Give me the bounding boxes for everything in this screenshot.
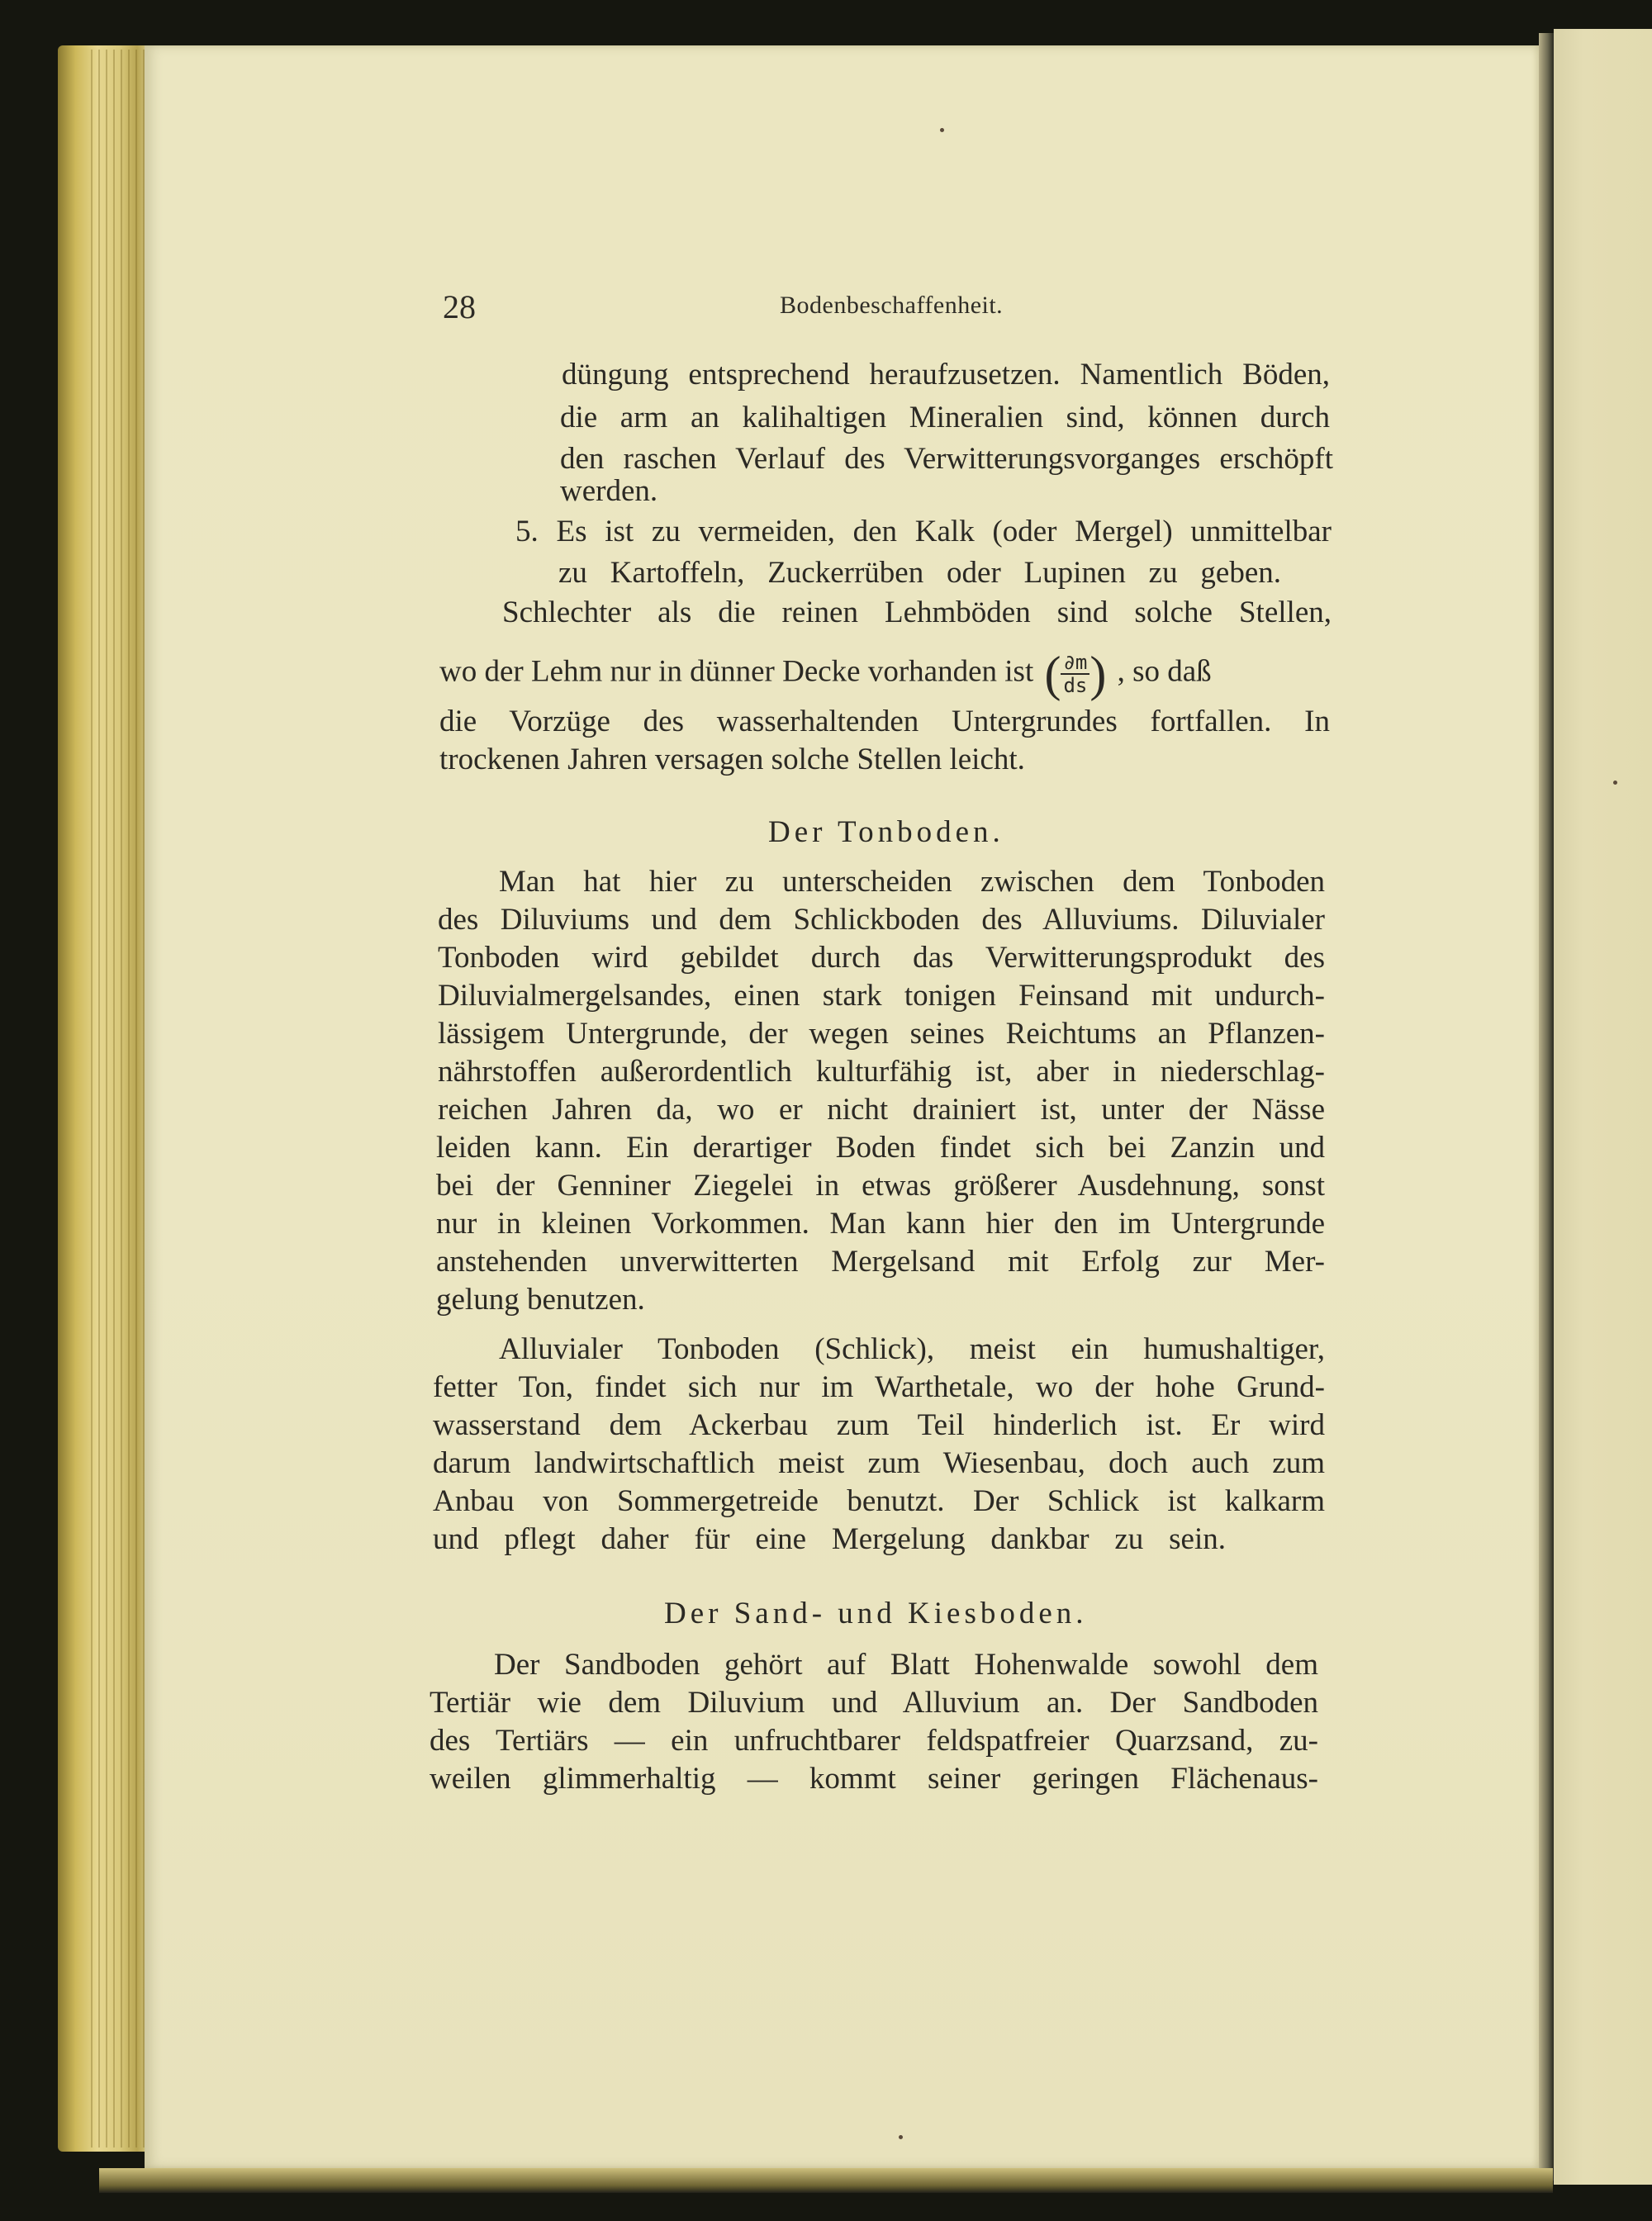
formula-dm-ds — [1044, 649, 1106, 699]
paragraph-line: Tonboden wird gebildet durch das Verwitterungsprodukt des — [438, 941, 1325, 975]
paragraph-line: Der Sandboden gehört auf Blatt Hohenwalde sowohl dem — [494, 1648, 1318, 1682]
text-line: trockenen Jahren versagen solche Stellen leicht. — [439, 743, 1025, 776]
text-line: den raschen Verlauf des Verwitterungsvorganges erschöpft — [560, 442, 1333, 476]
text-fragment: wo der Lehm nur in dünner Decke vorhanden ist — [439, 654, 1034, 689]
paragraph-line: und pflegt daher für eine Mergelung dankbar zu sein. — [433, 1522, 1226, 1556]
page-number: 28 — [443, 288, 476, 325]
book-bottom-edge — [99, 2168, 1553, 2193]
paragraph-line: weilen glimmerhaltig — kommt seiner geringen Flächenaus- — [430, 1762, 1318, 1796]
paper-speck — [1613, 781, 1617, 785]
text-line: 5. Es ist zu vermeiden, den Kalk (oder Mergel) unmittelbar — [515, 515, 1332, 548]
paragraph-line: leiden kann. Ein derartiger Boden findet sich bei Zanzin und — [436, 1131, 1325, 1165]
text-line: die Vorzüge des wasserhaltenden Untergrundes fortfallen. In — [439, 705, 1330, 738]
paper-speck — [940, 128, 944, 132]
formula-fraction — [1061, 652, 1089, 696]
text-line: werden. — [560, 474, 658, 508]
formula-numerator: ∂m — [1061, 652, 1089, 675]
paragraph-line: lässigem Untergrunde, der wegen seines Reichtums an Pflanzen- — [438, 1017, 1325, 1051]
paragraph-line: Diluvialmergelsandes, einen stark tonigen Feinsand mit undurch- — [438, 979, 1325, 1013]
paragraph-line: des Diluviums und dem Schlickboden des Alluviums. Diluvialer — [438, 903, 1325, 937]
paragraph-line: bei der Genniner Ziegelei in etwas größerer Ausdehnung, sonst — [436, 1169, 1325, 1203]
paragraph-line: gelung benutzen. — [436, 1283, 645, 1317]
paragraph-line: Tertiär wie dem Diluvium und Alluvium an. Der Sandboden — [430, 1686, 1318, 1720]
paragraph-line: wasserstand dem Ackerbau zum Teil hinderlich ist. Er wird — [433, 1408, 1325, 1442]
paragraph-line: des Tertiärs — ein unfruchtbarer feldspatfreier Quarzsand, zu- — [430, 1724, 1318, 1758]
section-heading-sandboden: Der Sand- und Kiesboden. — [664, 1597, 1088, 1630]
facing-page — [1554, 29, 1652, 2185]
paragraph-line: reichen Jahren da, wo er nicht drainiert ist, unter der Nässe — [438, 1093, 1325, 1127]
paragraph-line: anstehenden unverwitterten Mergelsand mit Erfolg zur Mer- — [436, 1245, 1325, 1279]
paragraph-line: fetter Ton, findet sich nur im Warthetale, wo der hohe Grund- — [433, 1370, 1325, 1404]
paragraph-line: Anbau von Sommergetreide benutzt. Der Schlick ist kalkarm — [433, 1484, 1325, 1518]
text-line: zu Kartoffeln, Zuckerrüben oder Lupinen zu geben. — [558, 556, 1281, 590]
formula-denominator: ds — [1063, 674, 1088, 697]
paragraph-line: nur in kleinen Vorkommen. Man kann hier den im Untergrunde — [436, 1207, 1325, 1241]
text-line: die arm an kalihaltigen Mineralien sind, können durch — [560, 401, 1330, 434]
text-line: düngung entsprechend heraufzusetzen. Namentlich Böden, — [562, 358, 1330, 392]
text-fragment: , so daß — [1117, 654, 1212, 689]
paragraph-line: Alluvialer Tonboden (Schlick), meist ein humushaltiger, — [499, 1332, 1325, 1366]
section-heading-tonboden: Der Tonboden. — [768, 815, 1004, 849]
paper-speck — [899, 2135, 903, 2139]
running-title: Bodenbeschaffenheit. — [780, 292, 1004, 319]
paragraph-line: darum landwirtschaftlich meist zum Wiesenbau, doch auch zum — [433, 1446, 1325, 1480]
formula-paren-close: ) — [1089, 647, 1107, 701]
paragraph-line: Man hat hier zu unterscheiden zwischen dem Tonboden — [499, 865, 1325, 899]
text-line: Schlechter als die reinen Lehmböden sind solche Stellen, — [502, 596, 1332, 629]
paragraph-line: nährstoffen außerordentlich kulturfähig ist, aber in niederschlag- — [438, 1055, 1325, 1089]
formula-paren-open: ( — [1044, 647, 1061, 701]
book-gutter — [1539, 33, 1554, 2181]
text-line-with-formula — [439, 649, 1212, 699]
